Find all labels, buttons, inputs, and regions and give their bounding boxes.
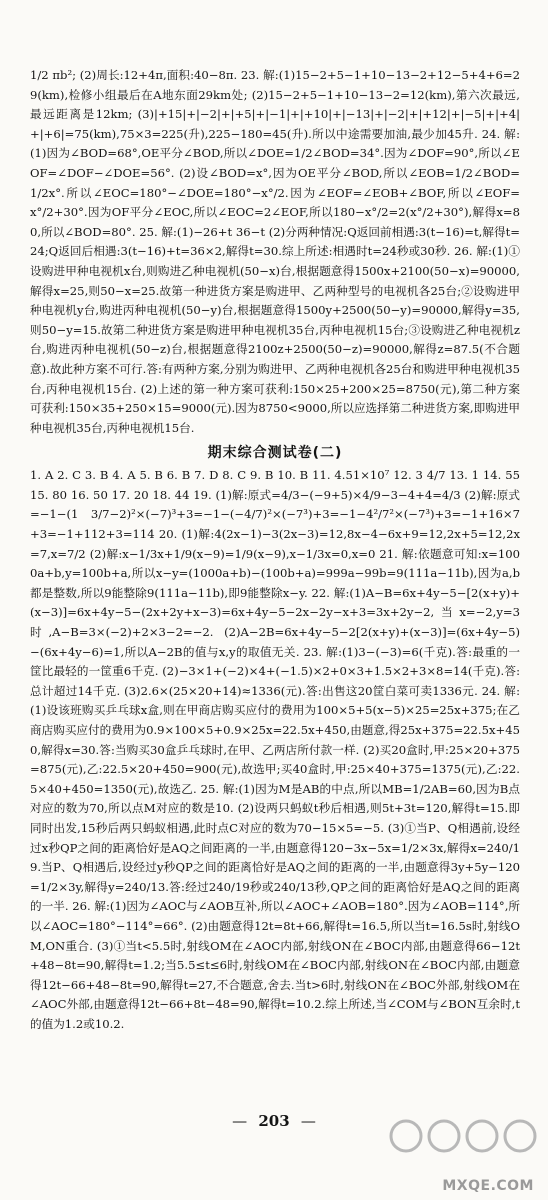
section-heading: 期末综合测试卷(二): [207, 445, 343, 462]
answer-text-part1: 1/2 πb²; (2)周长:12+4π,面积:40−8π. 23. 解:(1)15−2+5−1+10−13−2+12−5+4+6=29(km),检修小组最后在A地东面29km处; (2)15−2+5−1+10−13−2=12(km),第六次最远,最远距离是12km; (3)|+15|+|−2|+|+5|+|−1|+|+10|+|−13|+|−2|+|+12|+|−5|+|+4|+|+6|=75(km),75×3=225(升),225−180=45(升).所以中途需要加油,最少加45升. 24. 解:(1)因为∠BOD=68°,OE平分∠BOD,所以∠DOE=1/2∠BOD=34°.因为∠DOF=90°,所以∠EOF=∠DOF−∠DOE=56°. (2)设∠BOD=x°,因为OE平分∠BOD,所以∠EOB=1/2∠BOD=1/2x°.所以∠EOC=180°−∠DOE=180°−x°/2.因为∠EOF=∠EOB+∠BOF,所以∠EOF=x°/2+30°.因为OF平分∠EOC,所以∠EOC=2∠EOF,所以180−x°/2=2(x°/2+30°),解得x=80,所以∠BOD=80°. 25. 解:(1)−26+t 36−t (2)分两种情况:Q返回前相遇:3(t−16)=t,解得t=24;Q返回后相遇:3(t−16)+t=36×2,解得t=30.综上所述:相遇时t=24秒或30秒. 26. 解:(1)①设购进甲种电视机x台,则购进乙种电视机(50−x)台,根据题意得1500x+2100(50−x)=90000,解得x=25,则50−x=25.故第一种进货方案是购进甲、乙两种型号的电视机各25台;②设购进甲种电视机y台,购进丙种电视机(50−y)台,根据题意得1500y+2500(50−y)=90000,解得y=35,则50−y=15.故第二种进货方案是购进甲种电视机35台,丙种电视机15台;③设购进乙种电视机z台,购进丙种电视机(50−z)台,根据题意得2100z+2500(50−z)=90000,解得z=87.5(不合题意).故此种方案不可行.答:有两种方案,分别为购进甲、乙两种电视机各25台和购进甲种电视机35台,丙种电视机15台. (2)上述的第一种方案可获利:150×25+200×25=8750(元),第二种方案可获利:150×35+250×15=9000(元).因为8750<9000,所以应选择第二种进货方案,即购进甲种电视机35台,丙种电视机15台.: [30, 68, 520, 435]
footer-dash-left: —: [232, 1112, 248, 1130]
footer-dash-right: —: [300, 1112, 316, 1130]
watermark-logo-icon: [388, 1112, 538, 1174]
watermark-url: MXQE.COM: [442, 1178, 534, 1194]
page-number: 203: [258, 1112, 290, 1130]
answer-text-part2: 1. A 2. C 3. B 4. A 5. B 6. B 7. D 8. C 9. B 10. B 11. 4.51×10⁷ 12. 3 4/7 13. 1 14. 55 15. 80 16. 50 17. 20 18. 44 19. (1)解:原式=4/3−(−9+5)×4/9−3−4+4=4/3 (2)解:原式=−1−(1 3/7−2)²×(−7)³+3=−1−(−4/7)²×(−7³)+3=−1−4²/7²×(−7³)+3=−1+16×7+3=−1+112+3=114 20. (1)解:4(2x−1)−3(2x−3)=12,8x−4−6x+9=12,2x+5=12,2x=7,x=7/2 (2)解:x−1/3x+1/9(x−9)=1/9(x−9),x−1/3x=0,x=0 21. 解:依题意可知:x=1000a+b,y=100b+a,所以x−y=(1000a+b)−(100b+a)=999a−99b=9(111a−11b),因为a,b都是整数,所以9能整除9(111a−11b),即9能整除x−y. 22. 解:(1)A−B=6x+4y−5−[2(x+y)+(x−3)]=6x+4y−5−(2x+2y+x−3)=6x+4y−5−2x−2y−x+3=3x+2y−2,当x=−2,y=3时,A−B=3×(−2)+2×3−2=−2. (2)A−2B=6x+4y−5−2[2(x+y)+(x−3)]=(6x+4y−5)−(6x+4y−6)=1,所以A−2B的值与x,y的取值无关. 23. 解:(1)3−(−3)=6(千克).答:最重的一筐比最轻的一筐重6千克. (2)−3×1+(−2)×4+(−1.5)×2+0×3+1.5×2+3×8=14(千克).答:总计超过14千克. (3)2.6×(25×20+14)≈1336(元).答:出售这20筐白菜可卖1336元. 24. 解:(1)设该班购买乒乓球x盒,则在甲商店购买应付的费用为100×5+5(x−5)×25=25x+375;在乙商店购买应付的费用为0.9×100×5+0.9×25x=22.5x+450,由题意,得25x+375=22.5x+450,解得x=30.答:当购买30盒乒乓球时,在甲、乙两店所付款一样. (2)买20盒时,甲:25×20+375=875(元),乙:22.5×20+450=900(元),故选甲;买40盒时,甲:25×40+375=1375(元),乙:22.5×40+450=1350(元),故选乙. 25. 解:(1)因为M是AB的中点,所以MB=1/2AB=60,因为B点对应的数为70,所以点M对应的数是10. (2)设两只蚂蚁t秒后相遇,则5t+3t=120,解得t=15.即同时出发,15秒后两只蚂蚁相遇,此时点C对应的数为70−15×5=−5. (3)①当P、Q相遇前,设经过x秒QP之间的距离恰好是AQ之间距离的一半,由题意得120−3x−5x=1/2×3x,解得x=240/19.当P、Q相遇后,设经过y秒QP之间的距离恰好是AQ之间的距离的一半,由题意得3y+5y−120=1/2×3y,解得y=240/13.答:经过240/19秒或240/13秒,QP之间的距离恰好是AQ之间的距离的一半. 26. 解:(1)因为∠AOC与∠AOB互补,所以∠AOC+∠AOB=180°.因为∠AOB=114°,所以∠AOC=180°−114°=66°. (2)由题意得12t=8t+66,解得t=16.5,所以当t=16.5s时,射线OM,ON重合. (3)①当t<5.5时,射线OM在∠AOC内部,射线ON在∠BOC内部,由题意得66−12t+48−8t=90,解得t=1.2;当5.5≤t≤6时,射线OM在∠BOC内部,射线ON在∠BOC内部,由题意得12t−66+48−8t=90,解得t=27,不合题意,舍去.当t>6时,射线ON在∠BOC外部,射线OM在∠AOC外部,由题意得12t−66+8t−48=90,解得t=10.2.综上所述,当∠COM与∠BON互余时,t的值为1.2或10.2.: [30, 468, 520, 1031]
